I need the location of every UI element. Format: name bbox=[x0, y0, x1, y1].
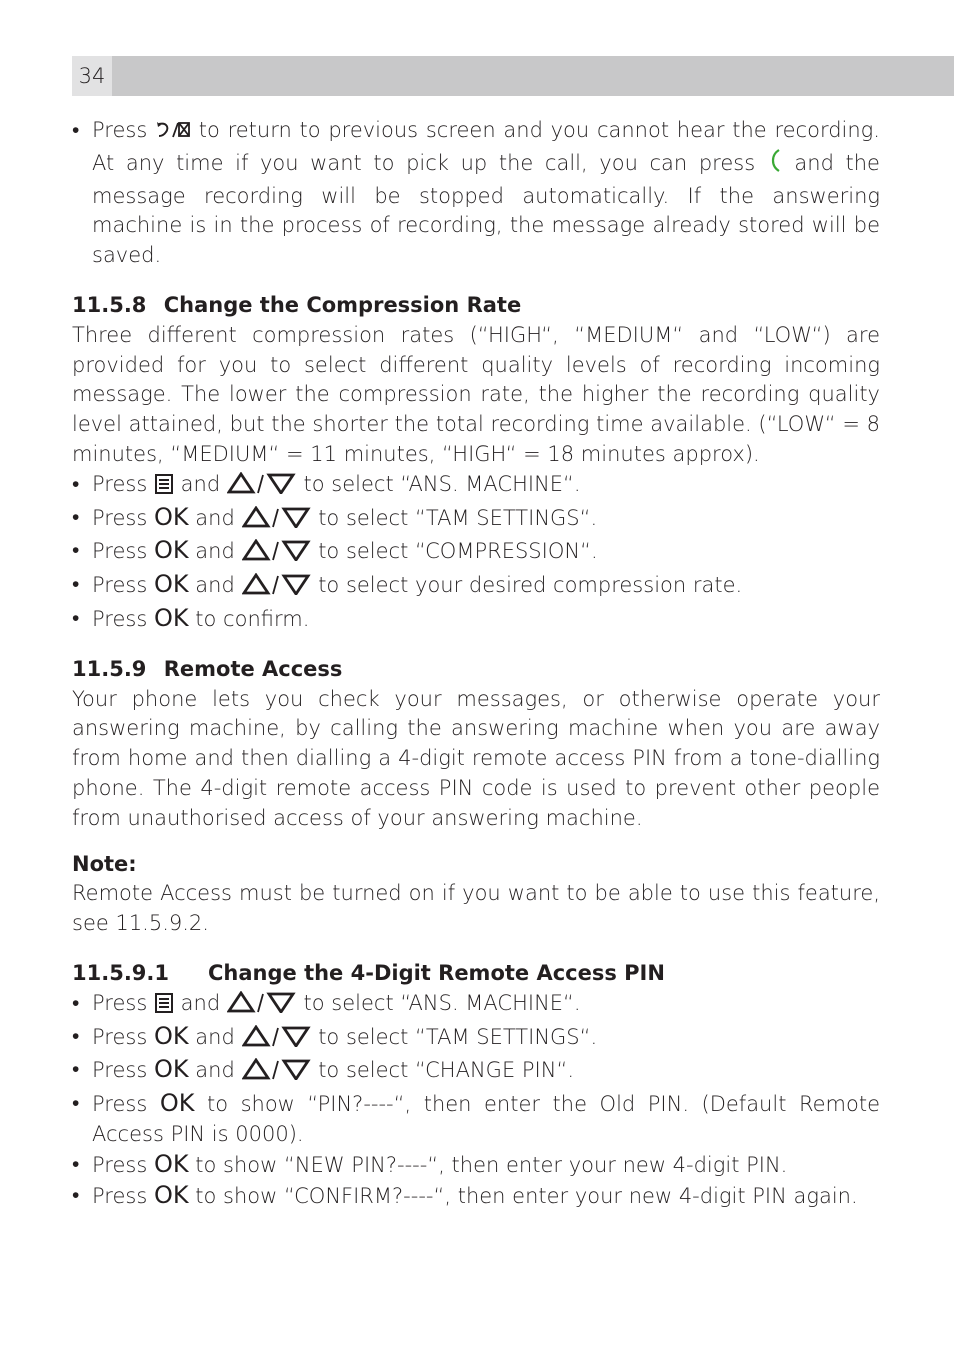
step bbox=[72, 1089, 880, 1150]
section-title: Change the 4-Digit Remote Access PIN bbox=[208, 960, 665, 985]
step bbox=[72, 989, 880, 1022]
press-text: Press bbox=[92, 471, 148, 496]
step-text: to select “ANS. MACHINE“. bbox=[303, 990, 581, 1015]
and-text: and bbox=[195, 539, 235, 564]
intro-text-2: and the message recording will be stopped automatically. If the answering machine is in the process of recording, the message already stored will be saved. bbox=[92, 150, 880, 268]
section-title: Change the Compression Rate bbox=[163, 292, 522, 317]
up-down-key-icon bbox=[242, 1025, 312, 1056]
and-text: and bbox=[180, 471, 221, 496]
back-end-key-icon bbox=[155, 119, 191, 149]
menu-key-icon bbox=[154, 473, 174, 503]
section-number: 11.5.9 bbox=[72, 656, 147, 681]
step-text: to select “ANS. MACHINE“. bbox=[303, 471, 581, 496]
step bbox=[72, 1022, 880, 1056]
header-bar bbox=[72, 56, 954, 96]
press-text: Press bbox=[92, 606, 148, 631]
step bbox=[72, 570, 880, 604]
section-title: Remote Access bbox=[163, 656, 343, 681]
press-text: Press bbox=[92, 505, 148, 530]
ok-key-icon: OK bbox=[153, 1180, 189, 1209]
press-text: Press bbox=[92, 1058, 148, 1083]
ok-key-icon: OK bbox=[153, 1055, 189, 1084]
ok-key-icon: OK bbox=[153, 536, 189, 565]
step-text: to show “PIN?----“, then enter the Old PIN. (Default Remote Access PIN is 0000). bbox=[92, 1092, 880, 1146]
press-text: Press bbox=[92, 990, 148, 1015]
step-text: to select your desired compression rate. bbox=[318, 573, 743, 598]
page-content bbox=[72, 116, 880, 1211]
ok-key-icon: OK bbox=[159, 1089, 195, 1118]
up-down-key-icon bbox=[227, 991, 297, 1022]
step-text: to select “COMPRESSION“. bbox=[318, 539, 598, 564]
and-text: and bbox=[195, 1058, 235, 1083]
section-heading-11-5-8 bbox=[72, 291, 880, 321]
up-down-key-icon bbox=[242, 573, 312, 604]
step bbox=[72, 503, 880, 537]
press-text: Press bbox=[92, 1152, 148, 1177]
step-text: to confirm. bbox=[195, 606, 310, 631]
ok-key-icon: OK bbox=[153, 603, 189, 632]
ok-key-icon: OK bbox=[153, 570, 189, 599]
up-down-key-icon bbox=[242, 1058, 312, 1089]
press-text: Press bbox=[92, 1092, 148, 1117]
step-text: to show “NEW PIN?----“, then enter your new 4-digit PIN. bbox=[195, 1152, 788, 1177]
press-text: Press bbox=[92, 118, 148, 142]
section-body: Three different compression rates (“HIGH“, “MEDIUM“ and “LOW“) are provided for you to select different quality levels of recording incoming message. The lower the compression rate, the higher the recording quality level attained, but the shorter the total recording time available. (“LOW“ = 8 minutes, “MEDIUM“ = 11 minutes, “HIGH“ = 18 minutes approx). bbox=[72, 322, 880, 466]
intro-bullet bbox=[72, 116, 880, 271]
ok-key-icon: OK bbox=[153, 502, 189, 531]
section-number: 11.5.8 bbox=[72, 292, 147, 317]
section-body: Your phone lets you check your messages, or otherwise operate your answering machine, by calling the answering machine when you are away from home and then dialling a 4-digit remote access PIN from a tone-dialling phone. The 4-digit remote access PIN code is used to prevent other people from unauthorised access of your answering machine. bbox=[72, 686, 880, 830]
step-text: to select “TAM SETTINGS“. bbox=[318, 505, 598, 530]
press-text: Press bbox=[92, 539, 148, 564]
step-text: to select “CHANGE PIN“. bbox=[318, 1058, 575, 1083]
step-text: to show “CONFIRM?----“, then enter your new 4-digit PIN again. bbox=[195, 1183, 858, 1208]
up-down-key-icon bbox=[227, 472, 297, 503]
step bbox=[72, 1150, 880, 1181]
step bbox=[72, 604, 880, 635]
call-key-icon bbox=[767, 149, 783, 182]
section-heading-11-5-9-1 bbox=[72, 959, 880, 989]
press-text: Press bbox=[92, 1024, 148, 1049]
section-heading-11-5-9 bbox=[72, 655, 880, 685]
step bbox=[72, 536, 880, 570]
intro-text-1: to return to previous screen and you cannot hear the recording. At any time if you want to pick up the call, you can press bbox=[92, 118, 880, 175]
up-down-key-icon bbox=[242, 506, 312, 537]
and-text: and bbox=[195, 1024, 235, 1049]
press-text: Press bbox=[92, 1183, 148, 1208]
note-body: Remote Access must be turned on if you want to be able to use this feature, see 11.5.9.2. bbox=[72, 881, 880, 936]
step bbox=[72, 1181, 880, 1212]
page-number: 34 bbox=[72, 56, 112, 96]
and-text: and bbox=[195, 573, 235, 598]
menu-key-icon bbox=[154, 992, 174, 1022]
step bbox=[72, 1055, 880, 1089]
section-number: 11.5.9.1 bbox=[72, 960, 169, 985]
ok-key-icon: OK bbox=[153, 1021, 189, 1050]
press-text: Press bbox=[92, 573, 148, 598]
step bbox=[72, 470, 880, 503]
and-text: and bbox=[180, 990, 221, 1015]
up-down-key-icon bbox=[242, 539, 312, 570]
step-text: to select “TAM SETTINGS“. bbox=[318, 1024, 598, 1049]
note-label: Note: bbox=[72, 851, 137, 876]
ok-key-icon: OK bbox=[153, 1149, 189, 1178]
and-text: and bbox=[195, 505, 235, 530]
